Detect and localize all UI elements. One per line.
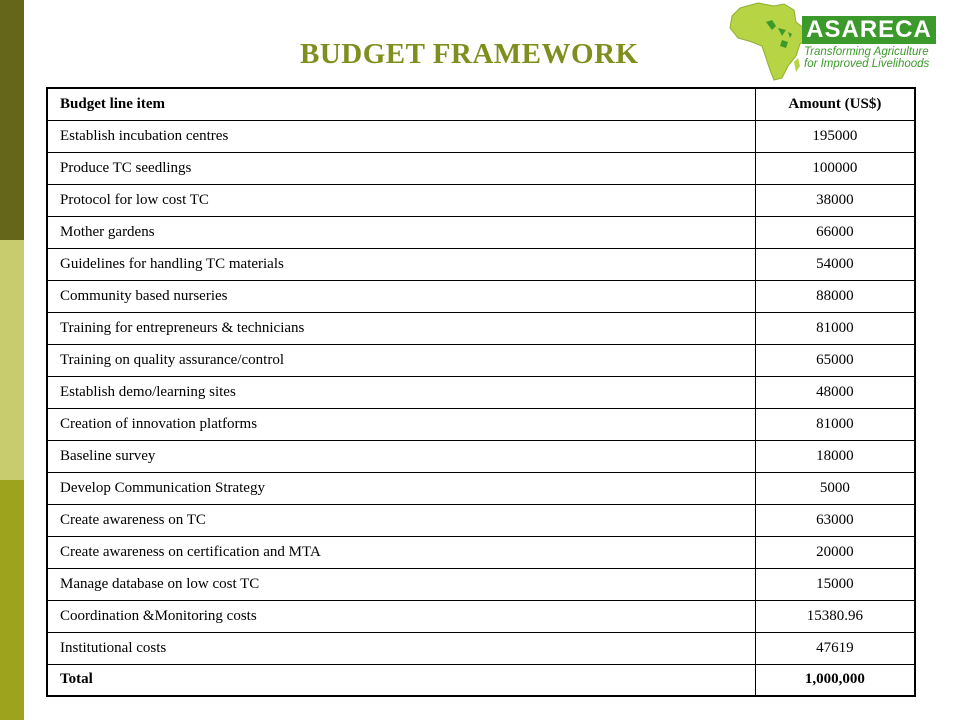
table-row (47, 248, 915, 280)
table-row (47, 120, 915, 152)
table-header-row (47, 88, 915, 120)
table-row (47, 184, 915, 216)
row-amount: 20000 (755, 536, 915, 568)
total-amount: 1,000,000 (755, 664, 915, 696)
header-budget-line-item: Budget line item (47, 88, 755, 120)
row-item: Mother gardens (47, 216, 755, 248)
row-item: Protocol for low cost TC (47, 184, 755, 216)
table-row (47, 568, 915, 600)
row-amount: 38000 (755, 184, 915, 216)
table-row (47, 280, 915, 312)
row-item: Create awareness on certification and MTA (47, 536, 755, 568)
left-stripe-bottom (0, 480, 24, 720)
total-label: Total (47, 664, 755, 696)
row-item: Community based nurseries (47, 280, 755, 312)
left-stripe-top (0, 0, 24, 240)
row-amount: 65000 (755, 344, 915, 376)
header-amount: Amount (US$) (755, 88, 915, 120)
slide-title: BUDGET FRAMEWORK (300, 38, 639, 70)
left-stripe-middle (0, 240, 24, 480)
row-amount: 15380.96 (755, 600, 915, 632)
row-item: Develop Communication Strategy (47, 472, 755, 504)
table-row (47, 472, 915, 504)
budget-table (46, 87, 916, 697)
row-amount: 66000 (755, 216, 915, 248)
table-body (47, 120, 915, 696)
table-row (47, 152, 915, 184)
row-amount: 5000 (755, 472, 915, 504)
row-item: Baseline survey (47, 440, 755, 472)
row-item: Establish incubation centres (47, 120, 755, 152)
row-amount: 81000 (755, 312, 915, 344)
table-row (47, 504, 915, 536)
row-item: Training for entrepreneurs & technicians (47, 312, 755, 344)
row-item: Creation of innovation platforms (47, 408, 755, 440)
logo-wordmark: ASARECA (802, 16, 936, 44)
row-amount: 15000 (755, 568, 915, 600)
table-row (47, 344, 915, 376)
table-row (47, 216, 915, 248)
logo-tagline (804, 46, 944, 70)
asareca-logo (726, 0, 940, 82)
row-item: Institutional costs (47, 632, 755, 664)
row-item: Produce TC seedlings (47, 152, 755, 184)
table-row (47, 600, 915, 632)
table-row (47, 440, 915, 472)
table-row (47, 376, 915, 408)
row-item: Coordination &Monitoring costs (47, 600, 755, 632)
total-row (47, 664, 915, 696)
row-amount: 54000 (755, 248, 915, 280)
row-item: Establish demo/learning sites (47, 376, 755, 408)
logo-tagline-line2: for Improved Livelihoods (804, 58, 930, 70)
row-amount: 47619 (755, 632, 915, 664)
table-row (47, 632, 915, 664)
row-amount: 18000 (755, 440, 915, 472)
row-item: Manage database on low cost TC (47, 568, 755, 600)
row-item: Guidelines for handling TC materials (47, 248, 755, 280)
row-item: Create awareness on TC (47, 504, 755, 536)
row-amount: 195000 (755, 120, 915, 152)
table-row (47, 408, 915, 440)
table-row (47, 312, 915, 344)
row-amount: 48000 (755, 376, 915, 408)
row-amount: 100000 (755, 152, 915, 184)
logo-tagline-line1: Transforming Agriculture (804, 46, 929, 58)
table-row (47, 536, 915, 568)
row-amount: 81000 (755, 408, 915, 440)
row-amount: 63000 (755, 504, 915, 536)
row-item: Training on quality assurance/control (47, 344, 755, 376)
row-amount: 88000 (755, 280, 915, 312)
